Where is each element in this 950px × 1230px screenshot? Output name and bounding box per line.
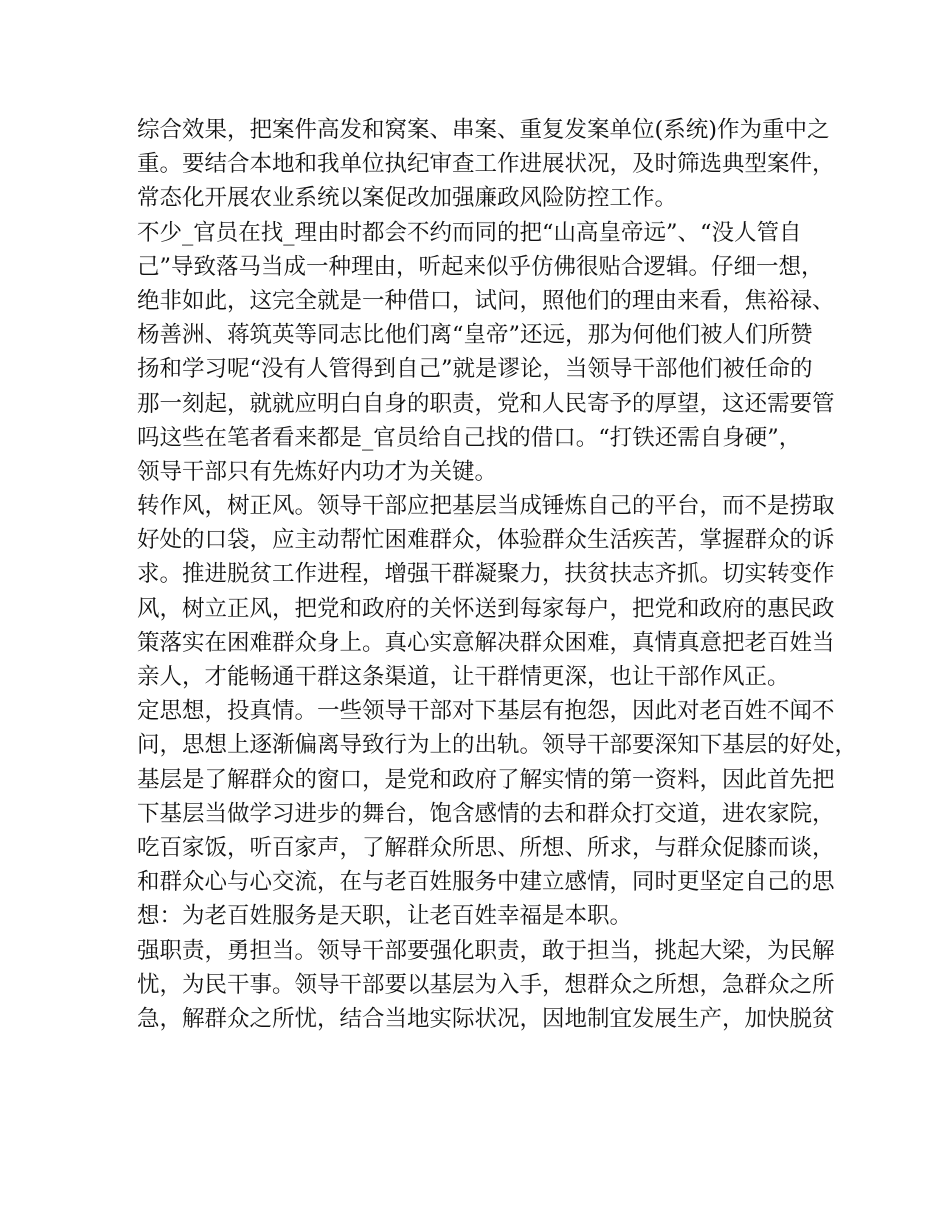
text-line: 定思想，投真情。一些领导干部对下基层有抱怨，因此对老百姓不闻不 [137, 698, 835, 725]
text-line: 想：为老百姓服务是天职，让老百姓幸福是本职。 [137, 903, 633, 930]
text-line: 综合效果，把案件高发和窝案、串案、重复发案单位(系统)作为重中之 [137, 117, 830, 143]
paragraph-responsibility [137, 934, 835, 1037]
text-line: 吃百家饭，听百家声，了解群众所思、所想、所求，与群众促膝而谈， [137, 834, 835, 861]
text-line: 不少_官员在找_理由时都会不约而同的把“山高皇帝远”、“没人管自 [137, 219, 802, 246]
text-line: 转作风，树正风。领导干部应把基层当成锤炼自己的平台，而不是捞取 [137, 493, 835, 520]
text-line: 己”导致落马当成一种理由，听起来似乎仿佛很贴合逻辑。仔细一想， [137, 253, 824, 280]
text-line: 求。推进脱贫工作进程，增强干群凝聚力，扶贫扶志齐抓。切实转变作 [137, 561, 835, 588]
text-line: 扬和学习呢“没有人管得到自己”就是谬论，当领导干部他们被任命的 [137, 356, 813, 383]
paragraph-case-prevention [137, 113, 835, 216]
text-line: 风，树立正风，把党和政府的关怀送到每家每户，把党和政府的惠民政 [137, 595, 835, 622]
text-line: 好处的口袋，应主动帮忙困难群众，体验群众生活疾苦，掌握群众的诉 [137, 527, 835, 554]
text-line: 那一刻起，就就应明白自身的职责，党和人民寄予的厚望，这还需要管 [137, 390, 835, 417]
text-line: 亲人，才能畅通干群这条渠道，让干群情更深，也让干部作风正。 [137, 664, 790, 690]
text-line: 绝非如此，这完全就是一种借口，试问，照他们的理由来看，焦裕禄、 [137, 287, 835, 314]
text-line: 杨善洲、蒋筑英等同志比他们离“皇帝”还远，那为何他们被人们所赞 [137, 322, 813, 349]
text-line: 忧，为民干事。领导干部要以基层为入手，想群众之所想，急群众之所 [137, 971, 835, 998]
text-line: 策落实在困难群众身上。真心实意解决群众困难，真情真意把老百姓当 [137, 629, 835, 656]
text-line: 领导干部只有先炼好内功才为关键。 [137, 458, 498, 485]
text-line: 问，思想上逐渐偏离导致行为上的出轨。领导干部要深知下基层的好处， [137, 732, 858, 759]
text-line: 急，解群众之所忧，结合当地实际状况，因地制宜发展生产，加快脱贫 [137, 1005, 835, 1032]
text-line: 吗这些在笔者看来都是_官员给自己找的借口。“打铁还需自身硬”， [137, 424, 802, 451]
paragraph-mindset [137, 694, 858, 933]
text-line: 重。要结合本地和我单位执纪审查工作进展状况，及时筛选典型案件， [137, 151, 835, 178]
paragraph-work-style [137, 489, 835, 694]
text-line: 强职责，勇担当。领导干部要强化职责，敢于担当，挑起大梁，为民解 [137, 937, 835, 964]
text-line: 常态化开展农业系统以案促改加强廉政风险防控工作。 [137, 185, 678, 212]
text-line: 基层是了解群众的窗口，是党和政府了解实情的第一资料，因此首先把 [137, 766, 835, 793]
text-line: 和群众心与心交流，在与老百姓服务中建立感情，同时更坚定自己的思 [137, 869, 835, 896]
text-line: 下基层当做学习进步的舞台，饱含感情的去和群众打交道，进农家院， [137, 800, 835, 827]
document-body [137, 113, 858, 1036]
paragraph-excuses [137, 216, 835, 490]
